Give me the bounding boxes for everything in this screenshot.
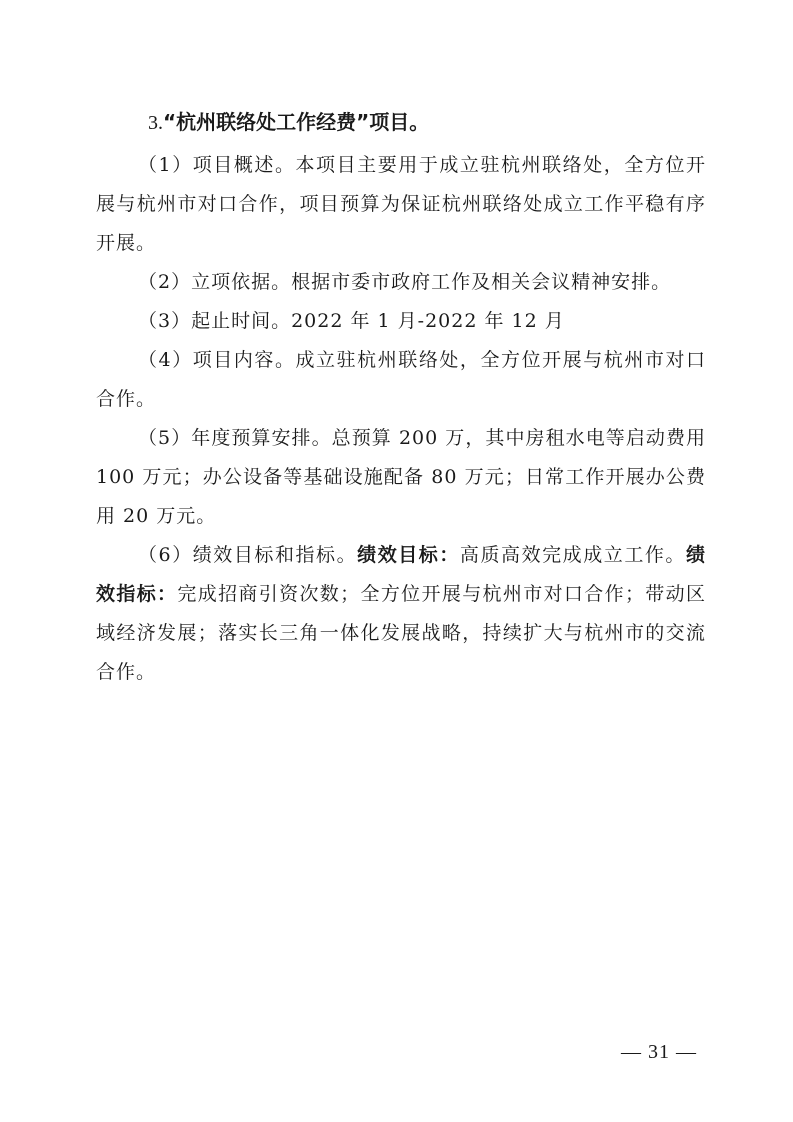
paragraph-period: （3）起止时间。2022 年 1 月-2022 年 12 月 (138, 310, 565, 332)
section-heading (96, 103, 706, 142)
paragraph-basis: （2）立项依据。根据市委市政府工作及相关会议精神安排。 (138, 271, 672, 293)
performance-intro: （6）绩效目标和指标。 (138, 544, 358, 566)
performance-goal-label: 绩效目标： (357, 544, 460, 566)
performance-indicator-label: 绩效指标： (96, 544, 706, 605)
paragraph-content: （4）项目内容。成立驻杭州联络处，全方位开展与杭州市对口合作。 (96, 349, 706, 410)
paragraph-performance (96, 536, 706, 692)
performance-indicator-text: 完成招商引资次数；全方位开展与杭州市对口合作；带动区域经济发展；落实长三角一体化发展战略，持续扩大与杭州市的交流合作。 (96, 583, 706, 683)
performance-goal-text: 高质高效完成成立工作。 (459, 544, 686, 566)
section-title: “杭州联络处工作经费”项目。 (163, 110, 430, 134)
page-number: — 31 — (621, 1041, 697, 1063)
paragraph-overview: （1）项目概述。本项目主要用于成立驻杭州联络处，全方位开展与杭州市对口合作，项目预算为保证杭州联络处成立工作平稳有序开展。 (96, 154, 706, 254)
document-body (96, 103, 706, 692)
paragraph-budget: （5）年度预算安排。总预算 200 万，其中房租水电等启动费用 100 万元；办公设备等基础设施配备 80 万元；日常工作开展办公费用 20 万元。 (96, 427, 706, 527)
section-number: 3. (148, 112, 163, 134)
